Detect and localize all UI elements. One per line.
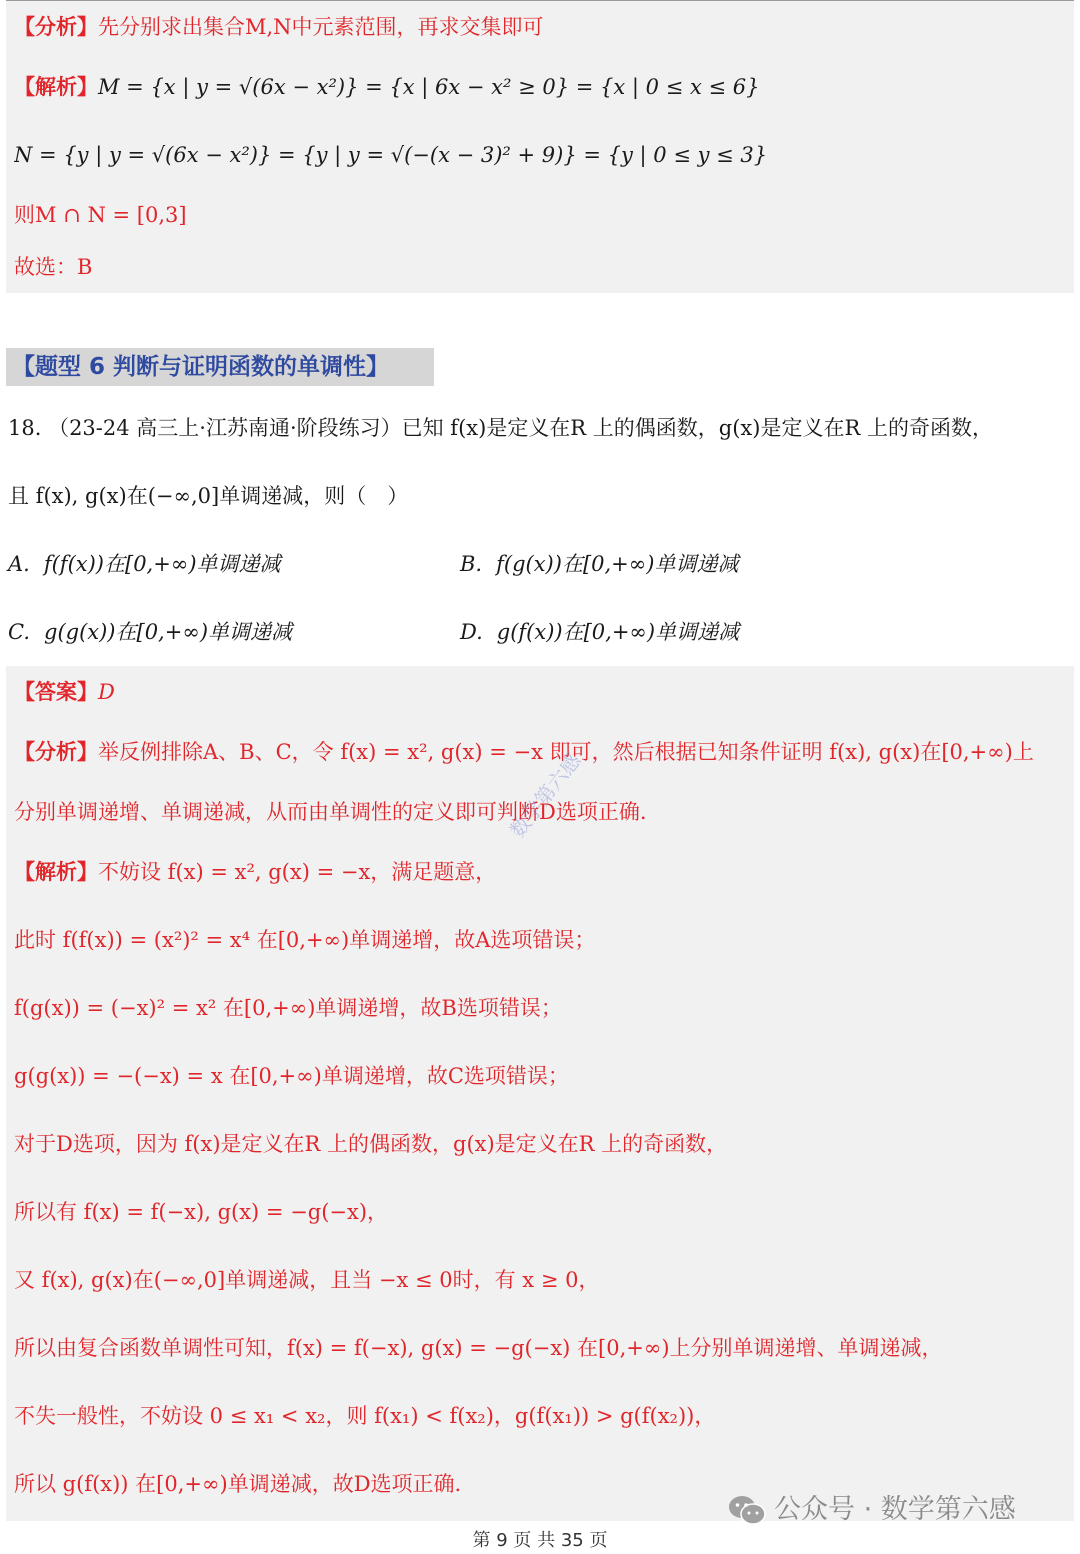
- choice-text: 故选：B: [14, 255, 93, 279]
- solution-step: f(g(x)) = (−x)² = x² 在[0,+∞)单调递增，故B选项错误；: [14, 996, 562, 1020]
- wechat-brand-watermark: [728, 1490, 1016, 1530]
- solution-step: 又 f(x), g(x)在(−∞,0]单调递减，且当 −x ≤ 0时，有 x ≥ 0，: [14, 1268, 600, 1292]
- page-footer: 第 9 页 共 35 页: [472, 1530, 608, 1551]
- solution-step: 对于D选项，因为 f(x)是定义在R 上的偶函数，g(x)是定义在R 上的奇函数，: [14, 1132, 728, 1156]
- option-text: g(f(x))在[0,+∞)单调递减: [496, 620, 740, 644]
- answer-value: D: [98, 680, 115, 704]
- choice-line: [14, 247, 1068, 287]
- solution-step: 不失一般性，不妨设 0 ≤ x₁ < x₂，则 f(x₁) < f(x₂)，g(f(x₁)) > g(f(x₂))，: [14, 1404, 716, 1428]
- option-text: g(g(x))在[0,+∞)单调递减: [44, 620, 293, 644]
- solution-step: 此时 f(f(x)) = (x²)² = x⁴ 在[0,+∞)单调递增，故A选项错误；: [14, 928, 596, 952]
- wechat-icon: [728, 1494, 766, 1526]
- analysis-label: 【分析】: [14, 740, 98, 764]
- option-a: [8, 544, 281, 584]
- solution-line-N: [14, 135, 1068, 175]
- analysis-text-1: 举反例排除A、B、C，令 f(x) = x², g(x) = −x 即可，然后根据已知条件证明 f(x), g(x)在[0,+∞)上: [98, 740, 1034, 764]
- solution-line-1: [14, 852, 1068, 892]
- solution-label: 【解析】: [14, 75, 98, 99]
- solution-step: 所以有 f(x) = f(−x), g(x) = −g(−x)，: [14, 1200, 389, 1224]
- question-line-1: 18. （23-24 高三上·江苏南通·阶段练习）已知 f(x)是定义在R 上的偶函数，g(x)是定义在R 上的奇函数，: [8, 416, 993, 440]
- option-letter: A.: [8, 552, 30, 576]
- set-N-definition: N = {y | y = √(6x − x²)} = {y | y = √(−(x − 3)² + 9)} = {y | 0 ≤ y ≤ 3}: [14, 143, 768, 167]
- solution-block-1: [6, 0, 1074, 293]
- analysis-line-1: [14, 7, 1068, 47]
- solution-step: 所以 g(f(x)) 在[0,+∞)单调递减，故D选项正确.: [14, 1472, 462, 1496]
- option-letter: B.: [460, 552, 483, 576]
- solution-step: g(g(x)) = −(−x) = x 在[0,+∞)单调递增，故C选项错误；: [14, 1064, 569, 1088]
- set-M-definition: M = {x | y = √(6x − x²)} = {x | 6x − x² ≥ 0} = {x | 0 ≤ x ≤ 6}: [98, 75, 760, 99]
- solution-text-1: 不妨设 f(x) = x², g(x) = −x，满足题意，: [98, 860, 497, 884]
- question-line-2: 且 f(x), g(x)在(−∞,0]单调递减，则（ ）: [8, 484, 409, 508]
- option-text: f(f(x))在[0,+∞)单调递减: [43, 552, 281, 576]
- option-c: [8, 612, 292, 652]
- option-letter: C.: [8, 620, 30, 644]
- analysis-label: 【分析】: [14, 15, 98, 39]
- answer-label: 【答案】: [14, 680, 98, 704]
- option-text: f(g(x))在[0,+∞)单调递减: [496, 552, 739, 576]
- option-letter: D.: [460, 620, 483, 644]
- solution-label: 【解析】: [14, 860, 98, 884]
- wechat-brand-text: 公众号 · 数学第六感: [774, 1494, 1016, 1525]
- answer-line: [14, 672, 1068, 712]
- section-title: 【题型 6 判断与证明函数的单调性】: [6, 348, 434, 386]
- intersection-line: [14, 195, 1068, 235]
- analysis-text: 先分别求出集合M,N中元素范围，再求交集即可: [98, 15, 544, 39]
- diagonal-watermark: 数学第六感: [505, 748, 586, 843]
- analysis-line-1: [14, 732, 1068, 772]
- solution-step: 所以由复合函数单调性可知，f(x) = f(−x), g(x) = −g(−x) 在[0,+∞)上分别单调递增、单调递减，: [14, 1336, 943, 1360]
- option-d: [460, 612, 739, 652]
- intersection-text: 则M ∩ N = [0,3]: [14, 203, 187, 227]
- analysis-text-2: 分别单调递增、单调递减，从而由单调性的定义即可判断D选项正确.: [14, 800, 647, 824]
- option-b: [460, 544, 738, 584]
- solution-line-M: [14, 67, 1068, 107]
